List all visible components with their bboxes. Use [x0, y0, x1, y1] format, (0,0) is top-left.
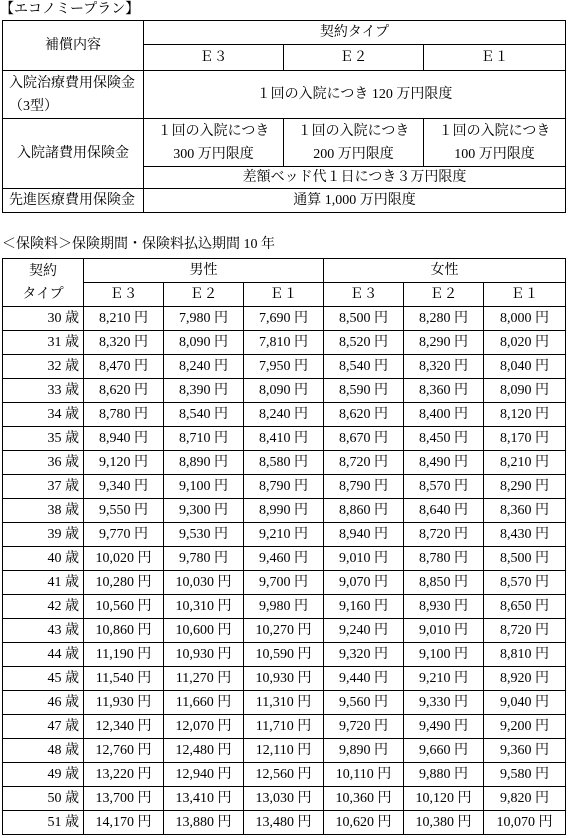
- female-premium-cell: 8,810 円: [484, 643, 566, 667]
- female-premium-cell: 8,320 円: [404, 355, 484, 379]
- premium-type-row: [3, 283, 566, 307]
- male-premium-cell: 11,190 円: [84, 643, 164, 667]
- age-cell: 41 歳: [3, 571, 84, 595]
- female-premium-cell: 8,780 円: [404, 547, 484, 571]
- premium-row: [3, 571, 566, 595]
- male-premium-cell: 9,100 円: [164, 475, 244, 499]
- male-premium-cell: 10,270 円: [244, 619, 324, 643]
- premium-row: [3, 523, 566, 547]
- female-premium-cell: 8,360 円: [404, 379, 484, 403]
- bed-note: 差額ベッド代１日につき３万円限度: [144, 167, 566, 189]
- premium-row: [3, 427, 566, 451]
- premium-row: [3, 355, 566, 379]
- female-premium-cell: 9,200 円: [484, 715, 566, 739]
- hospital-treatment-value: １回の入院につき 120 万円限度: [144, 71, 566, 119]
- male-premium-cell: 8,990 円: [244, 499, 324, 523]
- female-premium-cell: 8,290 円: [484, 475, 566, 499]
- male-premium-cell: 12,560 円: [244, 763, 324, 787]
- male-premium-cell: 10,600 円: [164, 619, 244, 643]
- premium-row: [3, 307, 566, 331]
- male-premium-cell: 8,940 円: [84, 427, 164, 451]
- premium-body: [3, 307, 566, 835]
- female-premium-cell: 8,430 円: [484, 523, 566, 547]
- male-type-e3: Ｅ３: [84, 283, 164, 307]
- hospital-misc-value-e1: [424, 119, 566, 167]
- male-premium-cell: 12,340 円: [84, 715, 164, 739]
- female-premium-cell: 8,360 円: [484, 499, 566, 523]
- male-premium-cell: 10,310 円: [164, 595, 244, 619]
- female-premium-cell: 8,620 円: [324, 403, 404, 427]
- female-premium-cell: 8,020 円: [484, 331, 566, 355]
- female-premium-cell: 9,330 円: [404, 691, 484, 715]
- male-premium-cell: 9,770 円: [84, 523, 164, 547]
- female-premium-cell: 8,720 円: [324, 451, 404, 475]
- male-premium-cell: 13,220 円: [84, 763, 164, 787]
- hospital-treatment-label-line1: 入院治療費用保険金: [9, 75, 135, 91]
- male-premium-cell: 11,660 円: [164, 691, 244, 715]
- hospital-misc-line2: 200 万円限度: [313, 146, 394, 162]
- female-premium-cell: 8,500 円: [324, 307, 404, 331]
- male-type-e2: Ｅ２: [164, 283, 244, 307]
- male-premium-cell: 13,880 円: [164, 811, 244, 835]
- male-premium-cell: 9,120 円: [84, 451, 164, 475]
- female-premium-cell: 8,520 円: [324, 331, 404, 355]
- female-premium-cell: 10,070 円: [484, 811, 566, 835]
- age-cell: 34 歳: [3, 403, 84, 427]
- female-premium-cell: 8,790 円: [324, 475, 404, 499]
- female-premium-cell: 8,720 円: [404, 523, 484, 547]
- premium-row: [3, 451, 566, 475]
- female-premium-cell: 9,660 円: [404, 739, 484, 763]
- female-premium-cell: 10,360 円: [324, 787, 404, 811]
- type-header-e3: Ｅ３: [144, 45, 284, 71]
- male-premium-cell: 8,390 円: [164, 379, 244, 403]
- female-premium-cell: 9,560 円: [324, 691, 404, 715]
- male-premium-cell: 7,980 円: [164, 307, 244, 331]
- male-premium-cell: 14,170 円: [84, 811, 164, 835]
- female-premium-cell: 9,100 円: [404, 643, 484, 667]
- premium-row: [3, 331, 566, 355]
- male-premium-cell: 8,470 円: [84, 355, 164, 379]
- female-type-e2: Ｅ２: [404, 283, 484, 307]
- female-premium-cell: 9,880 円: [404, 763, 484, 787]
- female-premium-cell: 8,120 円: [484, 403, 566, 427]
- premium-heading: ＜保険料＞保険期間・保険料払込期間 10 年: [2, 237, 275, 252]
- female-premium-cell: 8,640 円: [404, 499, 484, 523]
- female-header: 女性: [324, 259, 566, 283]
- age-cell: 48 歳: [3, 739, 84, 763]
- age-cell: 30 歳: [3, 307, 84, 331]
- male-premium-cell: 8,240 円: [164, 355, 244, 379]
- female-premium-cell: 8,040 円: [484, 355, 566, 379]
- male-premium-cell: 7,810 円: [244, 331, 324, 355]
- premium-row: [3, 379, 566, 403]
- male-premium-cell: 9,210 円: [244, 523, 324, 547]
- hospital-treatment-label: [3, 71, 144, 119]
- female-premium-cell: 8,400 円: [404, 403, 484, 427]
- female-premium-cell: 9,320 円: [324, 643, 404, 667]
- premium-row: [3, 691, 566, 715]
- male-premium-cell: 11,930 円: [84, 691, 164, 715]
- premium-row: [3, 619, 566, 643]
- female-premium-cell: 8,280 円: [404, 307, 484, 331]
- female-premium-cell: 9,720 円: [324, 715, 404, 739]
- hospital-misc-value-e3: [144, 119, 284, 167]
- female-premium-cell: 8,450 円: [404, 427, 484, 451]
- age-cell: 49 歳: [3, 763, 84, 787]
- premium-header-row: [3, 259, 566, 283]
- type-header-e2: Ｅ２: [284, 45, 424, 71]
- male-premium-cell: 12,940 円: [164, 763, 244, 787]
- contract-type-label: [3, 259, 84, 307]
- female-premium-cell: 8,490 円: [404, 451, 484, 475]
- male-premium-cell: 9,460 円: [244, 547, 324, 571]
- female-type-e1: Ｅ１: [484, 283, 566, 307]
- female-premium-cell: 9,160 円: [324, 595, 404, 619]
- age-cell: 31 歳: [3, 331, 84, 355]
- female-premium-cell: 9,820 円: [484, 787, 566, 811]
- male-premium-cell: 8,580 円: [244, 451, 324, 475]
- male-premium-cell: 9,340 円: [84, 475, 164, 499]
- age-cell: 50 歳: [3, 787, 84, 811]
- male-premium-cell: 9,530 円: [164, 523, 244, 547]
- female-premium-cell: 9,040 円: [484, 691, 566, 715]
- contract-type-label-line2: タイプ: [22, 286, 64, 302]
- coverage-label-header: 補償内容: [3, 21, 144, 71]
- age-cell: 39 歳: [3, 523, 84, 547]
- hospital-treatment-label-line2: （3型）: [9, 98, 58, 114]
- female-premium-cell: 9,490 円: [404, 715, 484, 739]
- hospital-misc-line1: １回の入院につき: [438, 123, 551, 139]
- hospital-misc-line2: 300 万円限度: [173, 146, 254, 162]
- age-cell: 32 歳: [3, 355, 84, 379]
- male-premium-cell: 8,410 円: [244, 427, 324, 451]
- hospital-misc-row: [3, 119, 566, 167]
- female-premium-cell: 8,720 円: [484, 619, 566, 643]
- female-premium-cell: 8,940 円: [324, 523, 404, 547]
- female-premium-cell: 8,210 円: [484, 451, 566, 475]
- male-premium-cell: 11,310 円: [244, 691, 324, 715]
- female-premium-cell: 8,570 円: [484, 571, 566, 595]
- female-premium-cell: 8,540 円: [324, 355, 404, 379]
- premium-row: [3, 739, 566, 763]
- premium-row: [3, 403, 566, 427]
- male-premium-cell: 10,930 円: [164, 643, 244, 667]
- premium-row: [3, 499, 566, 523]
- hospital-treatment-row: [3, 71, 566, 119]
- female-premium-cell: 9,360 円: [484, 739, 566, 763]
- female-type-e3: Ｅ３: [324, 283, 404, 307]
- age-cell: 36 歳: [3, 451, 84, 475]
- male-premium-cell: 11,270 円: [164, 667, 244, 691]
- female-premium-cell: 10,620 円: [324, 811, 404, 835]
- male-premium-cell: 8,240 円: [244, 403, 324, 427]
- male-premium-cell: 10,930 円: [244, 667, 324, 691]
- female-premium-cell: 9,010 円: [324, 547, 404, 571]
- male-premium-cell: 8,890 円: [164, 451, 244, 475]
- male-premium-cell: 12,110 円: [244, 739, 324, 763]
- female-premium-cell: 8,590 円: [324, 379, 404, 403]
- female-premium-cell: 9,070 円: [324, 571, 404, 595]
- female-premium-cell: 8,570 円: [404, 475, 484, 499]
- male-premium-cell: 10,280 円: [84, 571, 164, 595]
- male-premium-cell: 10,860 円: [84, 619, 164, 643]
- coverage-table: [2, 20, 566, 213]
- premium-row: [3, 715, 566, 739]
- premium-row: [3, 547, 566, 571]
- advanced-medical-value: 通算 1,000 万円限度: [144, 189, 566, 213]
- hospital-misc-line1: １回の入院につき: [157, 123, 270, 139]
- age-cell: 37 歳: [3, 475, 84, 499]
- female-premium-cell: 8,090 円: [484, 379, 566, 403]
- female-premium-cell: 9,210 円: [404, 667, 484, 691]
- male-premium-cell: 8,540 円: [164, 403, 244, 427]
- contract-type-label-line1: 契約: [29, 263, 57, 279]
- age-cell: 33 歳: [3, 379, 84, 403]
- male-header: 男性: [84, 259, 324, 283]
- female-premium-cell: 8,930 円: [404, 595, 484, 619]
- male-premium-cell: 10,590 円: [244, 643, 324, 667]
- male-premium-cell: 9,780 円: [164, 547, 244, 571]
- male-premium-cell: 8,710 円: [164, 427, 244, 451]
- female-premium-cell: 9,010 円: [404, 619, 484, 643]
- male-premium-cell: 10,560 円: [84, 595, 164, 619]
- age-cell: 42 歳: [3, 595, 84, 619]
- male-premium-cell: 12,070 円: [164, 715, 244, 739]
- female-premium-cell: 10,380 円: [404, 811, 484, 835]
- age-cell: 45 歳: [3, 667, 84, 691]
- age-cell: 40 歳: [3, 547, 84, 571]
- female-premium-cell: 8,290 円: [404, 331, 484, 355]
- type-header-e1: Ｅ１: [424, 45, 566, 71]
- age-cell: 35 歳: [3, 427, 84, 451]
- advanced-medical-label: 先進医療費用保険金: [3, 189, 144, 213]
- male-premium-cell: 8,620 円: [84, 379, 164, 403]
- male-premium-cell: 9,300 円: [164, 499, 244, 523]
- male-premium-cell: 13,700 円: [84, 787, 164, 811]
- female-premium-cell: 9,890 円: [324, 739, 404, 763]
- male-premium-cell: 8,090 円: [164, 331, 244, 355]
- female-premium-cell: 9,580 円: [484, 763, 566, 787]
- coverage-header-row: [3, 21, 566, 45]
- female-premium-cell: 9,440 円: [324, 667, 404, 691]
- advanced-medical-row: [3, 189, 566, 213]
- male-premium-cell: 9,550 円: [84, 499, 164, 523]
- plan-title: 【エコノミープラン】: [0, 2, 140, 17]
- premium-row: [3, 643, 566, 667]
- male-premium-cell: 8,780 円: [84, 403, 164, 427]
- female-premium-cell: 8,000 円: [484, 307, 566, 331]
- female-premium-cell: 10,120 円: [404, 787, 484, 811]
- female-premium-cell: 8,500 円: [484, 547, 566, 571]
- male-premium-cell: 9,980 円: [244, 595, 324, 619]
- female-premium-cell: 8,860 円: [324, 499, 404, 523]
- age-cell: 46 歳: [3, 691, 84, 715]
- male-premium-cell: 10,020 円: [84, 547, 164, 571]
- male-type-e1: Ｅ１: [244, 283, 324, 307]
- female-premium-cell: 8,670 円: [324, 427, 404, 451]
- male-premium-cell: 13,030 円: [244, 787, 324, 811]
- premium-row: [3, 667, 566, 691]
- male-premium-cell: 12,760 円: [84, 739, 164, 763]
- male-premium-cell: 10,030 円: [164, 571, 244, 595]
- male-premium-cell: 11,710 円: [244, 715, 324, 739]
- male-premium-cell: 13,410 円: [164, 787, 244, 811]
- hospital-misc-label: 入院諸費用保険金: [3, 119, 144, 189]
- premium-row: [3, 787, 566, 811]
- male-premium-cell: 13,480 円: [244, 811, 324, 835]
- hospital-misc-line1: １回の入院につき: [297, 123, 410, 139]
- male-premium-cell: 11,540 円: [84, 667, 164, 691]
- premium-row: [3, 763, 566, 787]
- premium-row: [3, 811, 566, 835]
- age-cell: 51 歳: [3, 811, 84, 835]
- female-premium-cell: 8,850 円: [404, 571, 484, 595]
- female-premium-cell: 9,240 円: [324, 619, 404, 643]
- male-premium-cell: 8,320 円: [84, 331, 164, 355]
- hospital-misc-value-e2: [284, 119, 424, 167]
- premium-table: [2, 258, 566, 835]
- female-premium-cell: 8,170 円: [484, 427, 566, 451]
- age-cell: 43 歳: [3, 619, 84, 643]
- age-cell: 47 歳: [3, 715, 84, 739]
- female-premium-cell: 10,110 円: [324, 763, 404, 787]
- female-premium-cell: 8,650 円: [484, 595, 566, 619]
- premium-row: [3, 475, 566, 499]
- contract-type-header: 契約タイプ: [144, 21, 566, 45]
- male-premium-cell: 8,210 円: [84, 307, 164, 331]
- male-premium-cell: 7,690 円: [244, 307, 324, 331]
- male-premium-cell: 7,950 円: [244, 355, 324, 379]
- premium-row: [3, 595, 566, 619]
- age-cell: 38 歳: [3, 499, 84, 523]
- age-cell: 44 歳: [3, 643, 84, 667]
- male-premium-cell: 8,790 円: [244, 475, 324, 499]
- female-premium-cell: 8,920 円: [484, 667, 566, 691]
- male-premium-cell: 9,700 円: [244, 571, 324, 595]
- male-premium-cell: 8,090 円: [244, 379, 324, 403]
- male-premium-cell: 12,480 円: [164, 739, 244, 763]
- hospital-misc-line2: 100 万円限度: [454, 146, 535, 162]
